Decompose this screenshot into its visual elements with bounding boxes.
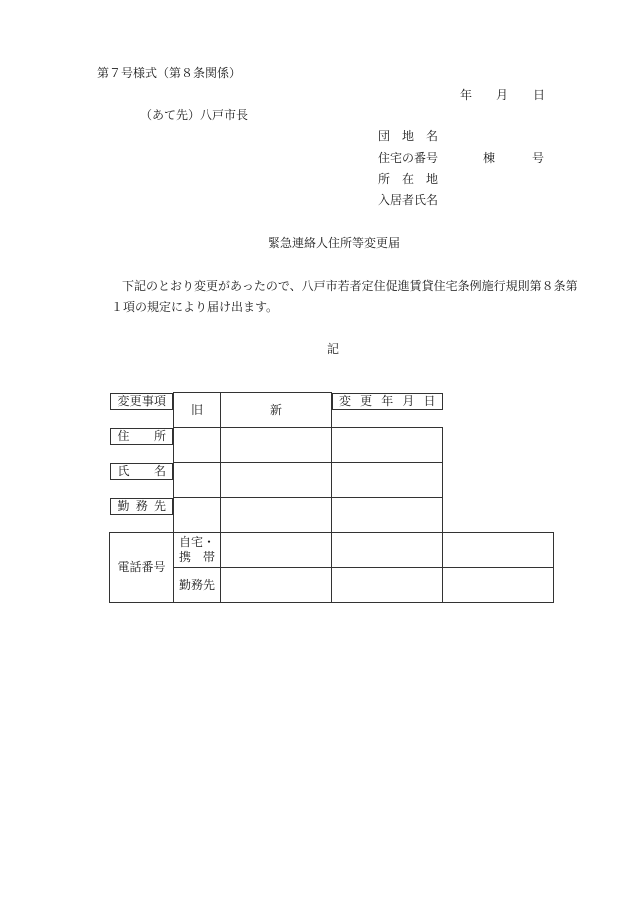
name-date-cell[interactable] — [332, 463, 443, 498]
row-label-phone: 電話番号 — [110, 533, 174, 603]
workplace-new-cell[interactable] — [221, 498, 332, 533]
table-row — [110, 498, 554, 533]
resident-name-label: 入居者氏名 — [378, 193, 439, 207]
phone-home-old-cell[interactable] — [221, 533, 332, 568]
phone-work-date-cell[interactable] — [443, 568, 554, 603]
phone-home-new-cell[interactable] — [332, 533, 443, 568]
ki-heading: 記 — [327, 342, 340, 356]
header-change-date: 変 更 年 月 日 — [332, 393, 443, 410]
addressee: （あて先）八戸市長 — [140, 108, 249, 122]
table-row — [110, 533, 554, 568]
row-label-workplace: 勤 務 先 — [110, 498, 174, 515]
danchi-label: 団 地 名 — [378, 129, 439, 143]
form-number: 第７号様式（第８条関係） — [97, 66, 242, 80]
phone-home-label: 自宅・ 携 帯 — [174, 533, 221, 568]
workplace-old-cell[interactable] — [174, 498, 221, 533]
phone-work-old-cell[interactable] — [221, 568, 332, 603]
row-label-name: 氏 名 — [110, 463, 174, 480]
workplace-date-cell[interactable] — [332, 498, 443, 533]
body-text-line-1: 下記のとおり変更があったので、八戸市若者定住促進賃貸住宅条例施行規則第８条第 — [122, 279, 578, 293]
table-row — [110, 463, 554, 498]
address-new-cell[interactable] — [221, 428, 332, 463]
body-text-line-2: １項の規定により届け出ます。 — [111, 300, 279, 314]
building-label: 棟 — [483, 151, 496, 165]
address-old-cell[interactable] — [174, 428, 221, 463]
housing-number-label: 住宅の番号 — [378, 151, 439, 165]
change-table — [109, 392, 554, 603]
date-month-label: 月 — [496, 88, 509, 102]
row-label-address: 住 所 — [110, 428, 174, 445]
table-header-row — [110, 393, 554, 428]
address-date-cell[interactable] — [332, 428, 443, 463]
phone-home-date-cell[interactable] — [443, 533, 554, 568]
table-row — [110, 428, 554, 463]
unit-label: 号 — [532, 151, 545, 165]
date-day-label: 日 — [533, 88, 546, 102]
name-old-cell[interactable] — [174, 463, 221, 498]
document-title: 緊急連絡人住所等変更届 — [268, 236, 401, 250]
header-new: 新 — [221, 393, 332, 428]
phone-work-label: 勤務先 — [174, 568, 221, 603]
header-old: 旧 — [174, 393, 221, 428]
header-change-item: 変 更 事 項 — [110, 393, 174, 410]
date-year-label: 年 — [460, 88, 473, 102]
name-new-cell[interactable] — [221, 463, 332, 498]
location-label: 所 在 地 — [378, 172, 439, 186]
table-row — [110, 568, 554, 603]
phone-work-new-cell[interactable] — [332, 568, 443, 603]
